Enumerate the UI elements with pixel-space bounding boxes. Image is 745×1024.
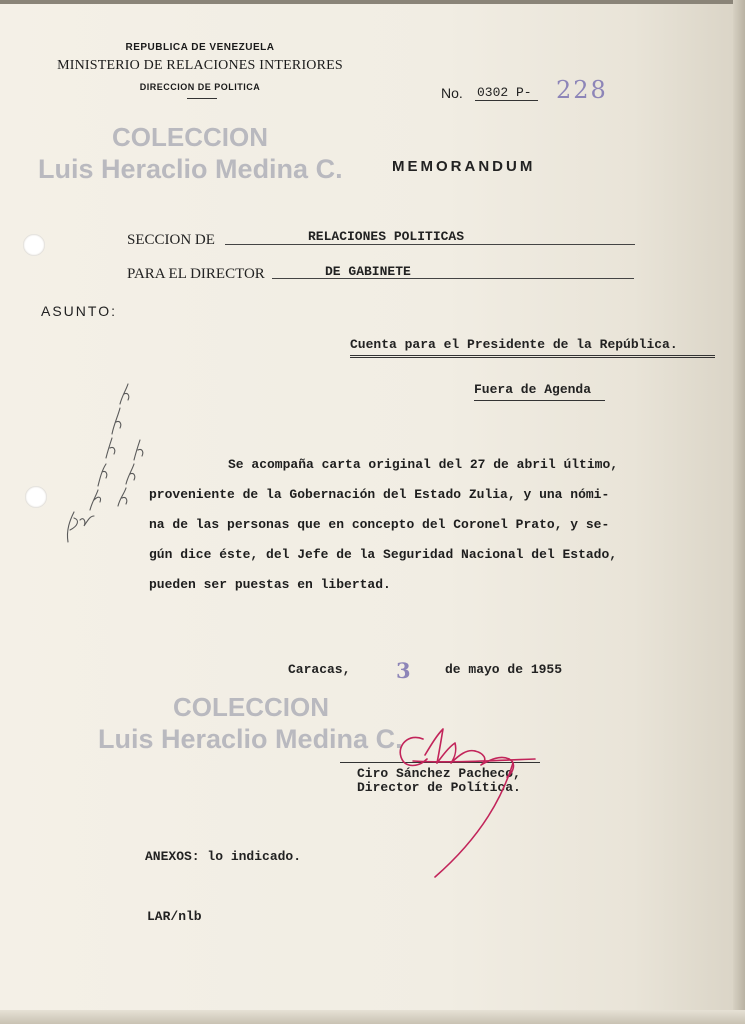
seccion-label: SECCION DE (127, 232, 215, 248)
subject-underline-1 (350, 355, 715, 356)
watermark-top-line2: Luis Heraclio Medina C. (38, 154, 343, 184)
para-label: PARA EL DIRECTOR (127, 266, 265, 282)
watermark-bottom-line2: Luis Heraclio Medina C. (98, 724, 403, 754)
punch-hole-top (23, 234, 45, 256)
signatory-title: Director de Política. (357, 780, 521, 795)
body-line: proveniente de la Gobernación del Estado Zulia, y una nómi- (149, 487, 610, 502)
handwritten-signature (385, 715, 555, 885)
typist-initials: LAR/nlb (147, 909, 202, 924)
body-line: pueden ser puestas en libertad. (149, 577, 391, 592)
para-value: DE GABINETE (325, 264, 411, 279)
date-place: Caracas, (288, 662, 351, 677)
letterhead-office: DIRECCION DE POLITICA (139, 82, 261, 92)
seccion-rule (225, 244, 635, 245)
page-bottom-edge (0, 1010, 745, 1024)
watermark-top-line1: COLECCION (112, 122, 268, 152)
watermark-bottom-line1: COLECCION (173, 692, 329, 722)
date-month-year: de mayo de 1955 (445, 662, 563, 677)
signatory-name: Ciro Sánchez Pacheco, (357, 766, 521, 781)
letterhead-ministry: MINISTERIO DE RELACIONES INTERIORES (57, 58, 343, 73)
seccion-value: RELACIONES POLITICAS (308, 229, 465, 244)
date-day-stamp: 3 (396, 658, 411, 683)
body-line: gún dice éste, del Jefe de la Seguridad Nacional del Estado, (149, 547, 618, 562)
document-title: MEMORANDUM (392, 158, 536, 175)
subject-line-1: Cuenta para el Presidente de la República. (350, 337, 678, 352)
letterhead-rule (187, 98, 217, 99)
body-line: Se acompaña carta original del 27 de abril último, (228, 457, 619, 472)
page-right-edge (733, 0, 745, 1024)
subject-underline-2 (474, 400, 605, 401)
subject-underline-1b (350, 357, 715, 358)
annexes-line: ANEXOS: lo indicado. (145, 849, 302, 864)
margin-note-handwriting (40, 360, 160, 560)
subject-line-2: Fuera de Agenda (474, 382, 592, 397)
reference-stamp-number: 228 (556, 76, 608, 104)
reference-code: 0302 P- (475, 85, 538, 101)
letterhead-country: REPUBLICA DE VENEZUELA (125, 42, 275, 53)
reference-label: No. (441, 85, 463, 101)
asunto-label: ASUNTO: (41, 303, 117, 319)
body-line: na de las personas que en concepto del Coronel Prato, y se- (149, 517, 610, 532)
page-top-edge (0, 0, 745, 4)
